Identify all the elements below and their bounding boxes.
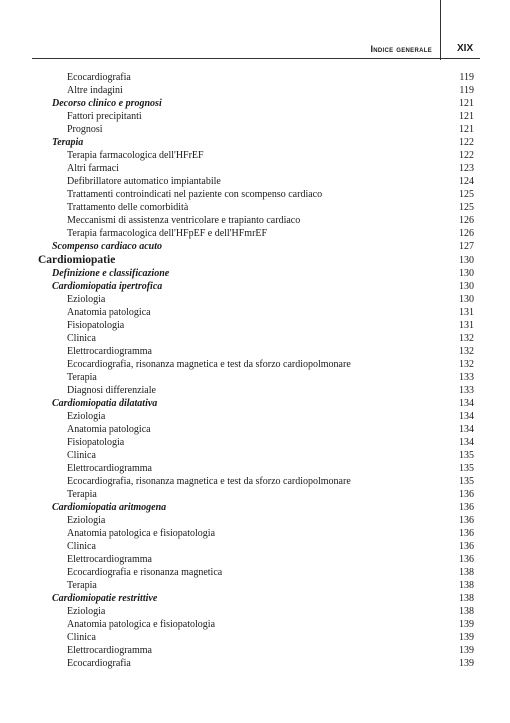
toc-entry [38,631,474,644]
toc-entry-page: 121 [459,124,474,135]
toc-section [38,280,474,293]
toc-entry-page: 138 [459,606,474,617]
toc-entry [38,123,474,136]
toc-entry-page: 136 [459,515,474,526]
toc-entry-title: Trattamento delle comorbidità [67,202,189,213]
toc-entry-page: 138 [459,580,474,591]
toc-entry-page: 130 [459,268,474,279]
toc-entry-page: 123 [459,163,474,174]
toc-entry-page: 131 [459,320,474,331]
toc-entry-title: Anatomia patologica e fisiopatologia [67,528,216,539]
toc-entry-title: Terapia [67,489,97,500]
toc-entry [38,488,474,501]
header-vertical-rule [440,0,441,60]
toc-entry-page: 134 [459,411,474,422]
toc-section [38,592,474,605]
toc-entry [38,618,474,631]
toc-entry-page: 126 [459,215,474,226]
toc-entry-title: Terapia [52,137,84,148]
toc-entry-title: Eziologia [67,294,106,305]
toc-section [38,240,474,253]
toc-entry-title: Clinica [67,632,96,643]
toc-entry-page: 135 [459,450,474,461]
toc-entry [38,293,474,306]
toc-entry [38,319,474,332]
toc-entry [38,149,474,162]
toc-entry [38,475,474,488]
toc-entry-title: Defibrillatore automatico impiantabile [67,176,221,187]
toc-entry-page: 122 [459,150,474,161]
toc-entry-title: Elettrocardiogramma [67,645,152,656]
toc-entry-page: 130 [459,294,474,305]
toc-entry-title: Cardiomiopatie [38,254,116,266]
toc-entry-title: Fisiopatologia [67,320,125,331]
toc-entry-page: 119 [459,85,474,96]
toc-entry-page: 122 [459,137,474,148]
toc-entry [38,306,474,319]
toc-entry-title: Anatomia patologica e fisiopatologia [67,619,216,630]
toc-entry-page: 130 [459,281,474,292]
toc-entry-page: 139 [459,658,474,669]
toc-entry [38,644,474,657]
toc-entry-title: Altre indagini [67,85,123,96]
toc-entry-page: 132 [459,359,474,370]
toc-entry-title: Terapia farmacologica dell'HFrEF [67,150,204,161]
toc-entry [38,345,474,358]
toc-entry-title: Eziologia [67,515,106,526]
toc-entry-page: 132 [459,346,474,357]
toc-entry-page: 136 [459,489,474,500]
toc-entry-title: Ecocardiografia, risonanza magnetica e test da sforzo cardiopolmonare [67,476,351,487]
toc-entry [38,110,474,123]
toc-entry-page: 121 [459,111,474,122]
toc-entry-title: Terapia [67,580,97,591]
toc-section [38,136,474,149]
toc-entry-title: Diagnosi differenziale [67,385,156,396]
toc-entry-page: 134 [459,437,474,448]
toc-entry-page: 127 [459,241,474,252]
toc-entry-title: Ecocardiografia, risonanza magnetica e test da sforzo cardiopolmonare [67,359,351,370]
toc-entry [38,384,474,397]
toc-entry-page: 131 [459,307,474,318]
toc-entry-title: Cardiomiopatia aritmogena [52,502,167,513]
toc-entry-title: Scompenso cardiaco acuto [52,241,162,252]
toc-entry-page: 138 [459,593,474,604]
toc-entry-page: 133 [459,372,474,383]
toc-entry [38,214,474,227]
toc-entry-title: Cardiomiopatia ipertrofica [52,281,163,292]
toc-entry-title: Clinica [67,541,96,552]
toc-entry-page: 119 [459,72,474,83]
toc-entry-title: Clinica [67,450,96,461]
toc-entry-title: Definizione e classificazione [52,268,170,279]
toc-section [38,267,474,280]
toc-entry [38,449,474,462]
toc-entry [38,566,474,579]
toc-entry-title: Elettrocardiogramma [67,463,152,474]
toc-entry-page: 139 [459,619,474,630]
toc-entry-title: Ecocardiografia e risonanza magnetica [67,567,223,578]
toc-entry-title: Cardiomiopatie restrittive [52,593,158,604]
toc-entry [38,423,474,436]
toc-section [38,397,474,410]
toc-entry [38,175,474,188]
header-horizontal-rule [32,58,480,59]
toc-entry-page: 133 [459,385,474,396]
toc-entry [38,371,474,384]
toc-entry [38,332,474,345]
toc-entry [38,605,474,618]
toc-entry-title: Ecocardiografia [67,658,131,669]
toc-entry-page: 138 [459,567,474,578]
toc-entry-page: 139 [459,645,474,656]
toc-entry-page: 125 [459,202,474,213]
toc-entry-title: Clinica [67,333,96,344]
toc-entry-page: 139 [459,632,474,643]
toc-entry [38,657,474,670]
toc-entry-title: Decorso clinico e prognosi [52,98,162,109]
toc-entry-title: Terapia farmacologica dell'HFpEF e dell'HFmrEF [67,228,268,239]
toc-chapter [38,253,474,267]
toc-entry [38,527,474,540]
toc-entry-page: 121 [459,98,474,109]
toc-entry-page: 135 [459,463,474,474]
page-number: XIX [457,43,474,54]
toc-entry-title: Fattori precipitanti [67,111,142,122]
toc-entry [38,358,474,371]
toc-entry-title: Ecocardiografia [67,72,131,83]
toc-entry-page: 134 [459,398,474,409]
toc-entry-page: 126 [459,228,474,239]
toc-entry [38,84,474,97]
toc-entry [38,410,474,423]
toc-entry-title: Elettrocardiogramma [67,554,152,565]
toc-entry [38,227,474,240]
toc-entry-title: Terapia [67,372,97,383]
toc-entry-title: Eziologia [67,411,106,422]
toc-entry-title: Eziologia [67,606,106,617]
toc-section [38,97,474,110]
toc-entry-title: Fisiopatologia [67,437,125,448]
toc-entry [38,162,474,175]
toc-entry-page: 136 [459,541,474,552]
toc-entry-page: 132 [459,333,474,344]
toc-entry-title: Meccanismi di assistenza ventricolare e trapianto cardiaco [67,215,301,226]
toc-entry-title: Elettrocardiogramma [67,346,152,357]
toc-entry-title: Anatomia patologica [67,307,151,318]
toc-entry-title: Altri farmaci [67,163,119,174]
toc-entry-page: 135 [459,476,474,487]
toc-entry-page: 134 [459,424,474,435]
toc-section [38,501,474,514]
toc-entry-page: 130 [459,255,474,266]
running-header-section: Indice generale [370,44,432,54]
toc-entry-page: 125 [459,189,474,200]
toc-entry [38,436,474,449]
toc-entry [38,71,474,84]
toc-entry [38,514,474,527]
toc-entry-page: 124 [459,176,474,187]
toc-entry [38,201,474,214]
toc-entry-page: 136 [459,502,474,513]
toc-entry [38,462,474,475]
toc-entry-title: Trattamenti controindicati nel paziente con scompenso cardiaco [67,189,323,200]
toc-entry-title: Prognosi [67,124,103,135]
toc-entry-title: Anatomia patologica [67,424,151,435]
toc-entry [38,188,474,201]
toc-entry-page: 136 [459,554,474,565]
toc-entry [38,540,474,553]
toc-entry-title: Cardiomiopatia dilatativa [52,398,158,409]
toc-entry [38,553,474,566]
toc-entry [38,579,474,592]
table-of-contents [38,71,474,670]
toc-entry-page: 136 [459,528,474,539]
